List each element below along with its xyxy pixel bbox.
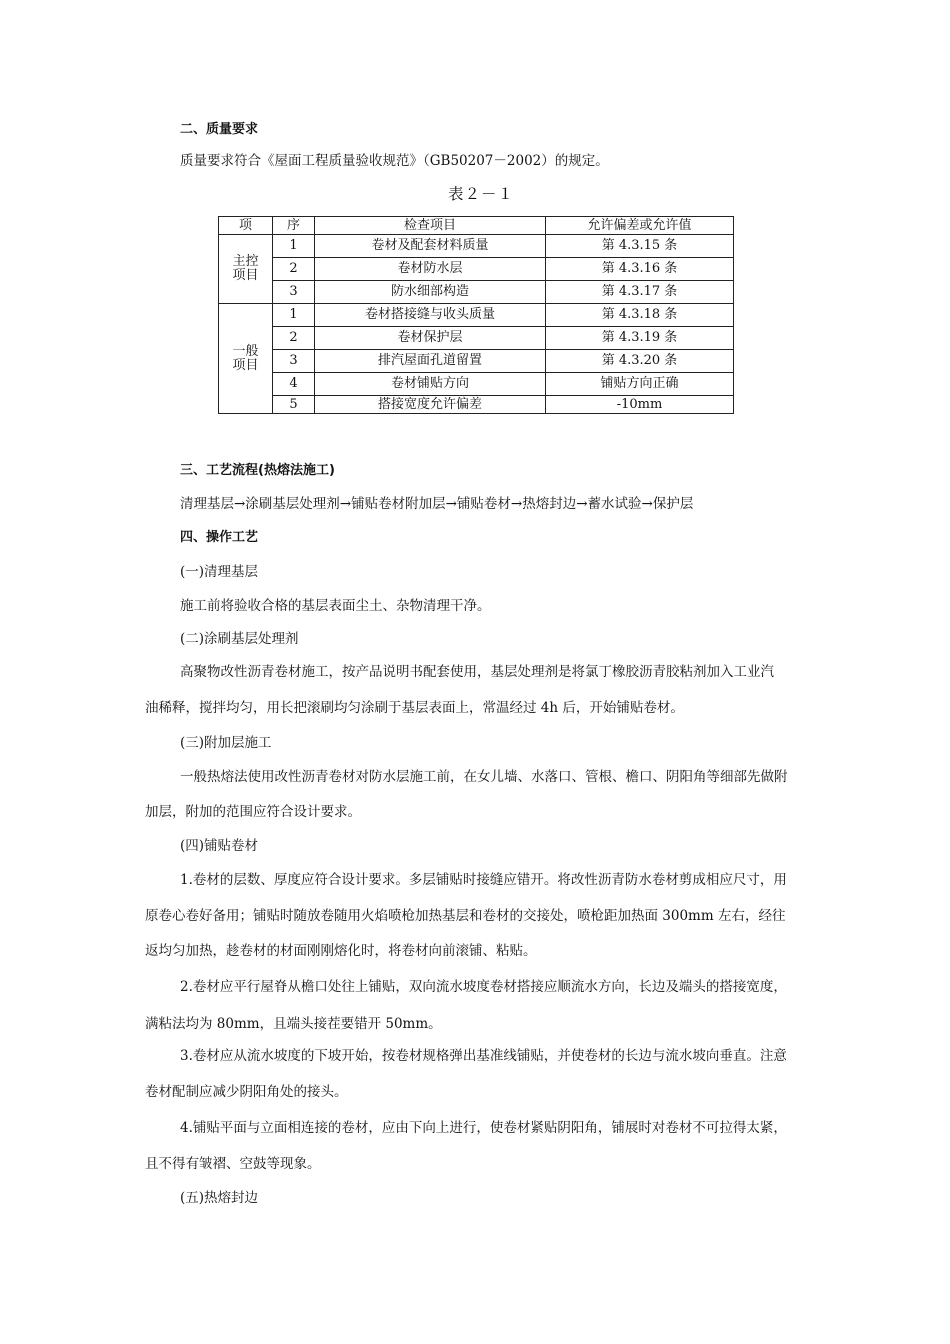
row-number: 2	[273, 327, 315, 350]
row-number: 1	[273, 304, 315, 327]
section-2-text: 质量要求符合《屋面工程质量验收规范》（GB50207－2002）的规定。	[180, 153, 609, 169]
table-header-row	[219, 217, 734, 235]
row-number: 4	[273, 373, 315, 396]
paragraph-line: 卷材配制应减少阴阳角处的接头。	[145, 1084, 348, 1100]
paragraph-line: 加层，附加的范围应符合设计要求。	[145, 804, 361, 820]
subsection-1-title: (一)清理基层	[180, 564, 259, 580]
row-item: 防水细部构造	[315, 281, 546, 304]
paragraph-line: 满粘法均为 80mm，且端头接茬要错开 50mm。	[145, 1016, 442, 1032]
row-value: 第 4.3.19 条	[546, 327, 734, 350]
table-row	[219, 258, 734, 281]
row-item: 卷材保护层	[315, 327, 546, 350]
paragraph-line: 1.卷材的层数、厚度应符合设计要求。多层铺贴时接缝应错开。将改性沥青防水卷材剪成相应尺寸，用	[180, 872, 787, 888]
group-label-line: 项目	[232, 268, 259, 283]
row-item: 卷材防水层	[315, 258, 546, 281]
row-value: 第 4.3.17 条	[546, 281, 734, 304]
table-header-cell: 序	[273, 217, 315, 235]
group-cell-main	[219, 235, 273, 304]
paragraph-line: 原卷心卷好备用；铺贴时随放卷随用火焰喷枪加热基层和卷材的交接处，喷枪距加热面 300mm 左右，经往	[145, 908, 786, 924]
subsection-1-text: 施工前将验收合格的基层表面尘土、杂物清理干净。	[180, 598, 491, 614]
quality-table	[218, 216, 734, 414]
paragraph-line: 且不得有皱褶、空鼓等现象。	[145, 1156, 321, 1172]
row-value: 第 4.3.18 条	[546, 304, 734, 327]
subsection-2-title: (二)涂刷基层处理剂	[180, 631, 299, 647]
paragraph-line: 4.铺贴平面与立面相连接的卷材，应由下向上进行，使卷材紧贴阴阳角，铺展时对卷材不可拉得太紧，	[180, 1120, 787, 1136]
subsection-4-title: (四)铺贴卷材	[180, 838, 259, 854]
row-value: 第 4.3.15 条	[546, 235, 734, 258]
section-3-title: 三、工艺流程(热熔法施工)	[180, 463, 335, 478]
row-item: 搭接宽度允许偏差	[315, 396, 546, 414]
row-item: 卷材铺贴方向	[315, 373, 546, 396]
table-header-cell: 允许偏差或允许值	[546, 217, 734, 235]
row-item: 排汽屋面孔道留置	[315, 350, 546, 373]
paragraph-line: 2.卷材应平行屋脊从檐口处往上铺贴，双向流水坡度卷材搭接应顺流水方向，长边及端头的搭接宽度，	[180, 979, 787, 995]
row-item: 卷材搭接缝与收头质量	[315, 304, 546, 327]
section-4-title: 四、操作工艺	[180, 530, 259, 545]
table-row	[219, 396, 734, 414]
paragraph-line: 油稀释，搅拌均匀，用长把滚刷均匀涂刷于基层表面上，常温经过 4h 后，开始铺贴卷材。	[145, 700, 684, 716]
process-flow: 清理基层→涂刷基层处理剂→铺贴卷材附加层→铺贴卷材→热熔封边→蓄水试验→保护层	[180, 496, 694, 512]
group-label-line: 一般	[232, 343, 259, 359]
row-number: 2	[273, 258, 315, 281]
table-row	[219, 350, 734, 373]
row-value: 第 4.3.20 条	[546, 350, 734, 373]
group-cell-general	[219, 304, 273, 414]
table-header-cell: 项	[219, 217, 273, 235]
row-number: 3	[273, 281, 315, 304]
subsection-5-title: (五)热熔封边	[180, 1190, 259, 1206]
group-label-line: 项目	[232, 357, 259, 373]
table-row	[219, 327, 734, 350]
row-value: -10mm	[546, 396, 734, 414]
table-caption: 表２－１	[448, 185, 515, 203]
row-value: 铺贴方向正确	[546, 373, 734, 396]
section-2-title: 二、质量要求	[180, 122, 259, 137]
group-label-line: 主控	[232, 254, 259, 269]
paragraph-line: 一般热熔法使用改性沥青卷材对防水层施工前，在女儿墙、水落口、管根、檐口、阴阳角等细部先做附	[180, 769, 788, 785]
table-row	[219, 281, 734, 304]
row-item: 卷材及配套材料质量	[315, 235, 546, 258]
row-number: 1	[273, 235, 315, 258]
subsection-3-title: (三)附加层施工	[180, 735, 272, 751]
table-row	[219, 373, 734, 396]
paragraph-line: 返均匀加热，趁卷材的材面刚刚熔化时，将卷材向前滚铺、粘贴。	[145, 943, 537, 959]
table-row	[219, 235, 734, 258]
table-header-cell: 检查项目	[315, 217, 546, 235]
paragraph-line: 高聚物改性沥青卷材施工，按产品说明书配套使用，基层处理剂是将氯丁橡胶沥青胶粘剂加入工业汽	[180, 664, 774, 680]
row-number: 5	[273, 396, 315, 414]
table-row	[219, 304, 734, 327]
row-value: 第 4.3.16 条	[546, 258, 734, 281]
row-number: 3	[273, 350, 315, 373]
paragraph-line: 3.卷材应从流水坡度的下坡开始，按卷材规格弹出基准线铺贴，并使卷材的长边与流水坡向垂直。注意	[180, 1048, 787, 1064]
